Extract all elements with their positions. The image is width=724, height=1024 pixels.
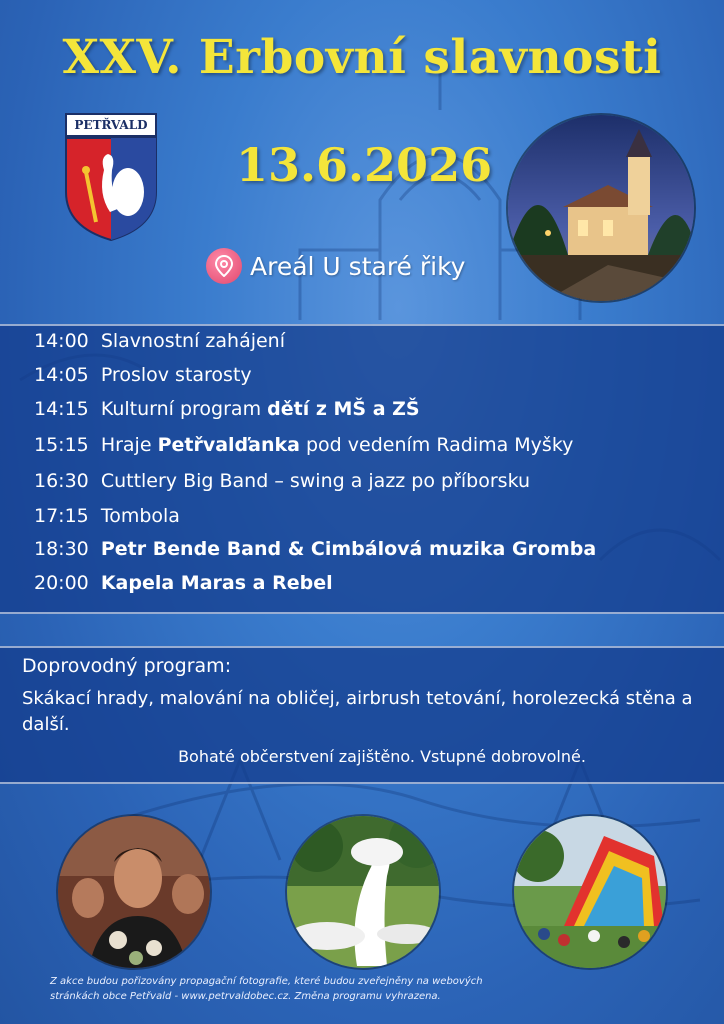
schedule-item bbox=[34, 330, 285, 358]
schedule-time: 14:00 bbox=[34, 330, 89, 352]
schedule-item bbox=[34, 470, 530, 498]
location-pin-icon bbox=[206, 248, 242, 284]
schedule-item bbox=[34, 434, 573, 462]
photo-notice bbox=[50, 974, 570, 1004]
schedule-time: 15:15 bbox=[34, 434, 89, 456]
schedule-item bbox=[34, 505, 180, 533]
foam-party-photo bbox=[285, 814, 441, 970]
accompanying-program-heading: Doprovodný program: bbox=[22, 655, 232, 677]
schedule-highlight: Kapela Maras a Rebel bbox=[100, 572, 333, 594]
schedule-text: Cuttlery Big Band – swing a jazz po příborsku bbox=[100, 470, 531, 492]
schedule-text: Slavnostní zahájení bbox=[100, 330, 286, 352]
schedule-item bbox=[34, 364, 252, 392]
photo-notice-line-2: stránkách obce Petřvald - www.petrvaldobec.cz. Změna programu vyhrazena. bbox=[50, 991, 441, 1002]
event-date: 13.6.2026 bbox=[236, 138, 493, 192]
schedule-highlight: Petr Bende Band & Cimbálová muzika Gromba bbox=[100, 538, 597, 560]
schedule-time: 14:05 bbox=[34, 364, 89, 386]
schedule-item bbox=[34, 572, 333, 600]
refreshments-note: Bohaté občerstvení zajištěno. Vstupné dobrovolné. bbox=[178, 747, 586, 766]
schedule-time: 14:15 bbox=[34, 398, 89, 420]
schedule-text-suffix: pod vedením Radima Myšky bbox=[299, 434, 574, 456]
venue bbox=[206, 248, 465, 284]
band-photo bbox=[56, 814, 212, 970]
schedule-time: 18:30 bbox=[34, 538, 89, 560]
accompanying-program-text: Skákací hrady, malování na obličej, airbrush tetování, horolezecká stěna a další. bbox=[22, 688, 693, 735]
schedule-text: Kulturní program bbox=[100, 398, 268, 420]
schedule-time: 20:00 bbox=[34, 572, 89, 594]
schedule-highlight: Petřvalďanka bbox=[157, 434, 300, 456]
venue-name: Areál U staré řiky bbox=[250, 251, 466, 281]
schedule-highlight: dětí z MŠ a ZŠ bbox=[267, 398, 420, 420]
schedule-text: Tombola bbox=[100, 505, 180, 527]
schedule-text: Proslov starosty bbox=[100, 364, 252, 386]
schedule-time: 17:15 bbox=[34, 505, 89, 527]
bouncy-castle-photo bbox=[512, 814, 668, 970]
church-night-photo bbox=[506, 113, 696, 303]
schedule-time: 16:30 bbox=[34, 470, 89, 492]
schedule-text: Hraje bbox=[100, 434, 158, 456]
schedule-item bbox=[34, 398, 420, 426]
event-title: XXV. Erbovní slavnosti bbox=[62, 30, 662, 85]
schedule-item bbox=[34, 538, 596, 566]
crest-label: PETŘVALD bbox=[74, 118, 148, 132]
photo-notice-line-1: Z akce budou pořizovány propagační fotografie, které budou zveřejněny na webových bbox=[50, 976, 483, 987]
